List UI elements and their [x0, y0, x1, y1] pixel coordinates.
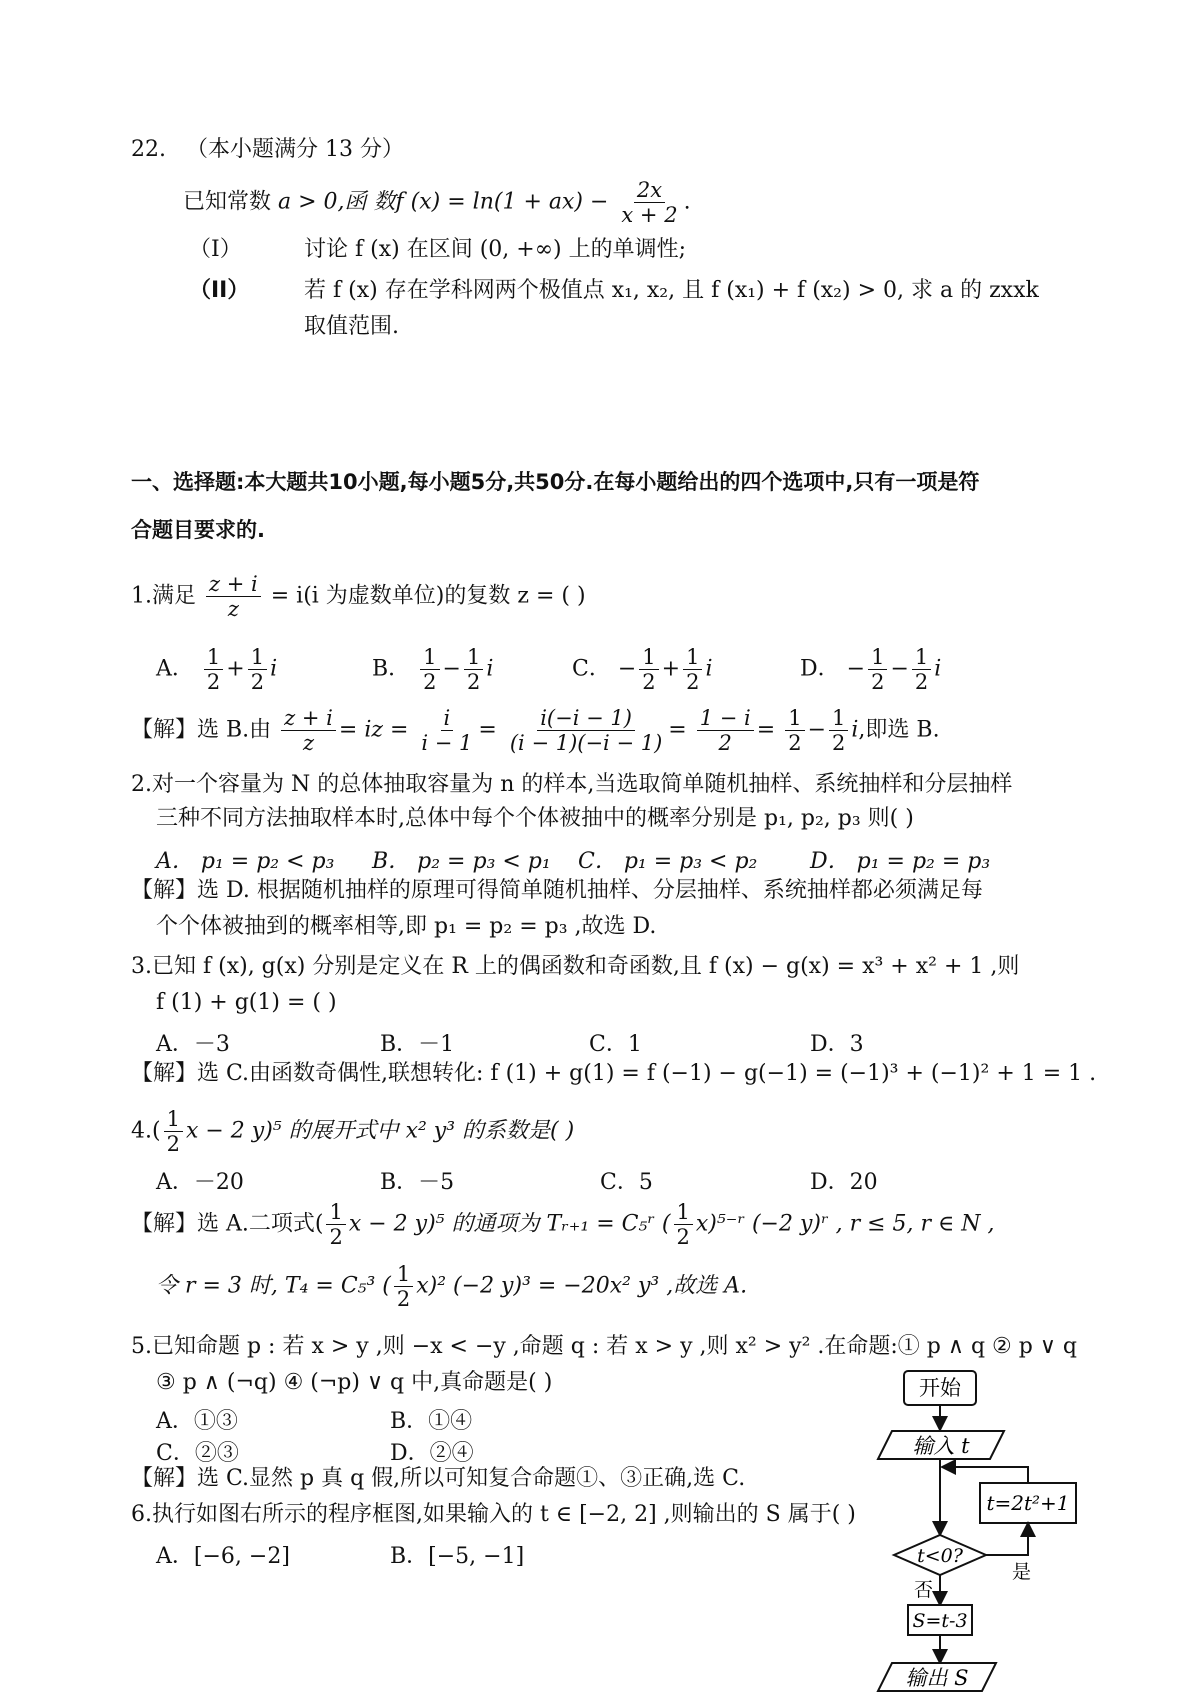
- flow-yes-label: 是: [1012, 1561, 1032, 1583]
- q22-header: （本小题满分 13 分）: [186, 137, 404, 162]
- q3-solution: 【解】选 C.由函数奇偶性,联想转化: f (1) + g(1) = f (−1) − g(−1) = (−1)³ + (−1)² + 1 = 1 .: [131, 1061, 1097, 1086]
- q1-option-b: B． $\frac{1}{2}$ − $\frac{1}{2}$ i: [372, 645, 494, 695]
- q22-stem: 已知常数 a > 0,函 数f (x) = ln(1 + ax) − $\frac{2x}{x + 2}$ .: [183, 178, 691, 228]
- q6-option-b: B．[−5, −1]: [390, 1544, 525, 1569]
- q5-option-d: D．②④: [390, 1441, 474, 1466]
- q5-option-a: A．①③: [156, 1409, 238, 1434]
- q5-line1: 5.已知命题 p : 若 x > y ,则 −x < −y ,命题 q : 若 x > y ,则 x² > y² .在命题:① p ∧ q ② p ∨ q: [131, 1334, 1078, 1359]
- flow-input-text: 输入 t: [912, 1434, 970, 1458]
- q22-part1-label: （I）: [189, 237, 242, 262]
- q6-option-a: A．[−6, −2]: [156, 1544, 290, 1569]
- q1-option-a: A． $\frac{1}{2}$ + $\frac{1}{2}$ i: [156, 645, 278, 695]
- q5-solution: 【解】选 C.显然 p 真 q 假,所以可知复合命题①、③正确,选 C.: [131, 1466, 746, 1491]
- q5-line2: ③ p ∧ (¬q) ④ (¬p) ∨ q 中,真命题是( ): [156, 1370, 553, 1395]
- flow-assign-text: S=t-3: [912, 1610, 968, 1632]
- q2-line1: 2.对一个容量为 N 的总体抽取容量为 n 的样本,当选取简单随机抽样、系统抽样和分层抽样: [131, 772, 1013, 797]
- q3-option-c: C．1: [589, 1032, 642, 1057]
- q2-option-a: A． p₁ = p₂ < p₃: [156, 849, 335, 874]
- q2-line2: 三种不同方法抽取样本时,总体中每个个体被抽中的概率分别是 p₁, p₂, p₃ 则( ): [156, 806, 914, 831]
- q3-line2: f (1) + g(1) = ( ): [156, 990, 337, 1015]
- q5-option-c: C．②③: [156, 1441, 239, 1466]
- section-title-line1: 一、选择题:本大题共10小题,每小题5分,共50分.在每小题给出的四个选项中,只有一项是符: [131, 470, 980, 494]
- q2-solution-line2: 个个体被抽到的概率相等,即 p₁ = p₂ = p₃ ,故选 D.: [156, 914, 657, 939]
- q2-option-d: D． p₁ = p₂ = p₃: [810, 849, 991, 874]
- q22-frac: $\frac{2x}{x + 2}$: [621, 178, 678, 228]
- q4-solution-line1: 【解】选 A.二项式( $\frac{1}{2}$ x − 2 y)⁵ 的通项为 Tᵣ₊₁ = C₅ʳ ( $\frac{1}{2}$ x)⁵⁻ʳ (−2 y)ʳ , r ≤ 5, r ∈ N ,: [131, 1200, 995, 1250]
- q4-stem: 4.( $\frac{1}{2}$ x − 2 y)⁵ 的展开式中 x² y³ 的系数是( ): [131, 1107, 575, 1157]
- flow-condition-text: t<0?: [917, 1545, 963, 1567]
- q3-line1: 3.已知 f (x), g(x) 分别是定义在 R 上的偶函数和奇函数,且 f (x) − g(x) = x³ + x² + 1 ,则: [131, 954, 1020, 979]
- q3-option-d: D．3: [810, 1032, 864, 1057]
- q22-part1-text: 讨论 f (x) 在区间 (0, +∞) 上的单调性;: [304, 237, 687, 262]
- q1-stem: 1.满足 $\frac{z + i}{z}$ = i(i 为虚数单位)的复数 z = ( ): [131, 572, 586, 622]
- q3-option-a: A．－3: [156, 1032, 230, 1057]
- flow-output-text: 输出 S: [905, 1666, 969, 1690]
- q3-option-b: B．－1: [380, 1032, 455, 1057]
- flow-no-label: 否: [914, 1579, 934, 1601]
- q22-stem-mid: a > 0,函 数f (x) = ln(1 + ax) −: [278, 189, 609, 215]
- q1-solution: 【解】选 B.由 $\frac{z + i}{z}$ = iz = $\frac{i}{i - 1}$ = $\frac{i(-i - 1)}{(i - 1)(-i - 1)}$ = $\frac{1 - i}{2}$ = $\frac{1}{2}$ − $\frac{1}{2}$ i,即选 B.: [131, 706, 940, 756]
- flowchart: [870, 1365, 1090, 1696]
- q6-line1: 6.执行如图右所示的程序框图,如果输入的 t ∈ [−2, 2] ,则输出的 S 属于( ): [131, 1502, 856, 1527]
- q22-part2-text2: 取值范围.: [304, 314, 399, 339]
- q2-solution-line1: 【解】选 D. 根据随机抽样的原理可得简单随机抽样、分层抽样、系统抽样都必须满足每: [131, 878, 983, 903]
- q22-number: 22.: [131, 137, 166, 162]
- q22-part2-text: 若 f (x) 存在学科网两个极值点 x₁, x₂, 且 f (x₁) + f (x₂) > 0, 求 a 的 zxxk: [304, 278, 1039, 303]
- q1-frac: $\frac{z + i}{z}$: [206, 572, 261, 621]
- flow-loop-text: t=2t²+1: [986, 1491, 1070, 1515]
- q5-option-b: B．①④: [390, 1409, 473, 1434]
- q4-option-a: A．－20: [156, 1170, 244, 1195]
- q4-option-b: B．－5: [380, 1170, 455, 1195]
- q22-stem-pre: 已知常数: [183, 189, 272, 215]
- section-title-line2: 合题目要求的.: [131, 518, 265, 542]
- q2-option-b: B． p₂ = p₃ < p₁: [372, 849, 551, 874]
- q2-option-c: C． p₁ = p₃ < p₂: [578, 849, 758, 874]
- q1-option-c: C． − $\frac{1}{2}$ + $\frac{1}{2}$ i: [572, 645, 713, 695]
- q22-part2-label: （II）: [189, 278, 250, 303]
- flow-start-text: 开始: [919, 1376, 961, 1400]
- q1-option-d: D． − $\frac{1}{2}$ − $\frac{1}{2}$ i: [800, 645, 942, 695]
- q4-option-c: C．5: [600, 1170, 653, 1195]
- q4-option-d: D．20: [810, 1170, 878, 1195]
- q4-solution-line2: 令 r = 3 时, T₄ = C₅³ ( $\frac{1}{2}$ x)² (−2 y)³ = −20x² y³ ,故选 A.: [156, 1262, 748, 1312]
